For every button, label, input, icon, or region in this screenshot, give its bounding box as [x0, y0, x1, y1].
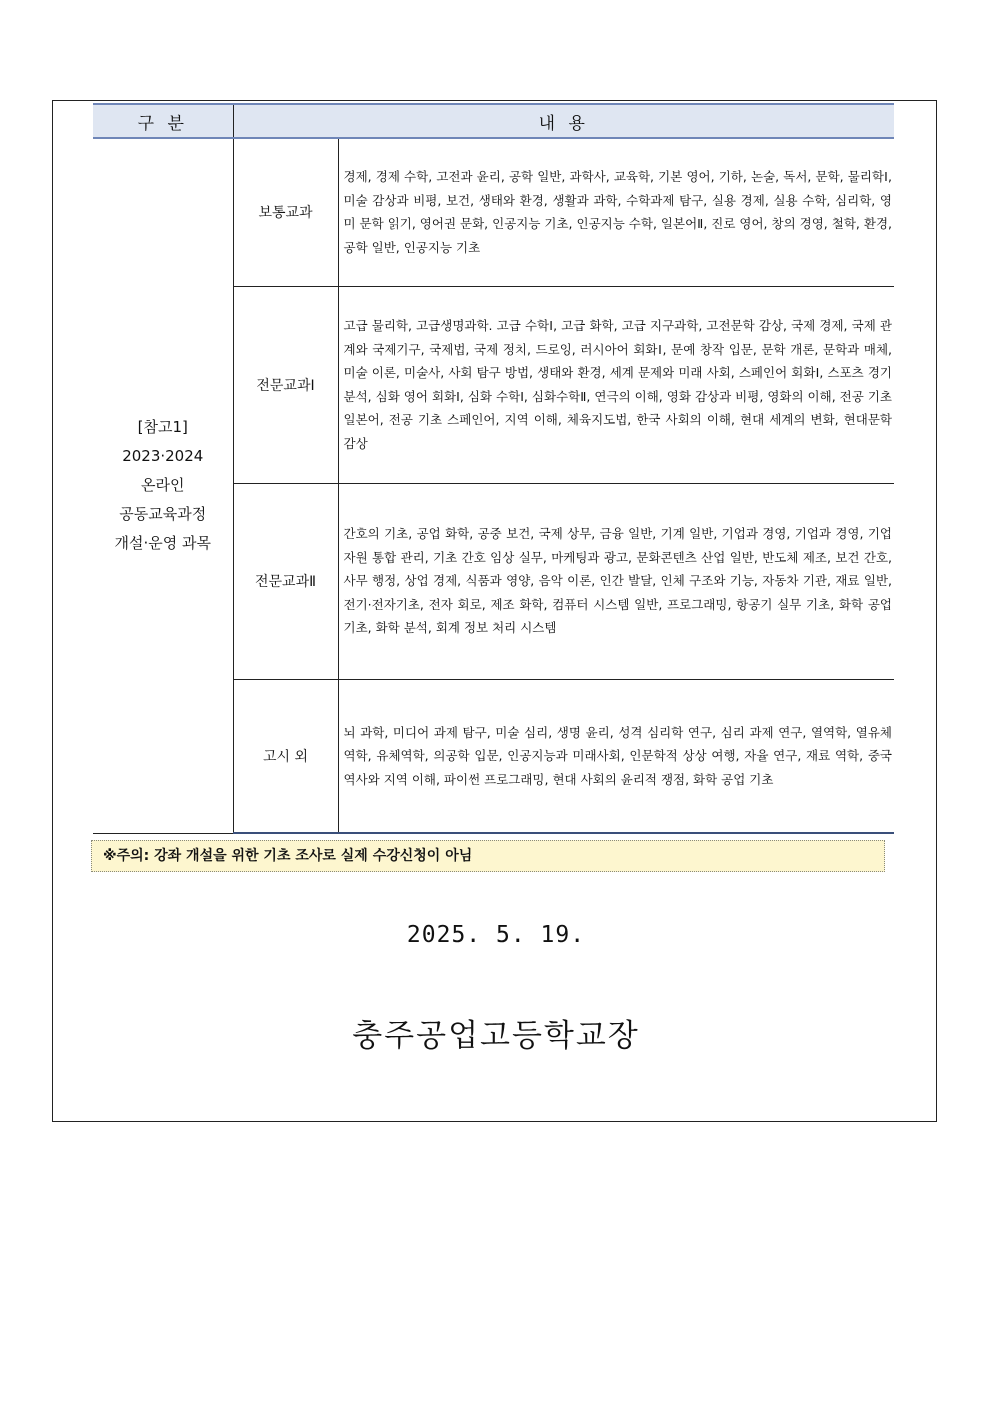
course-list: 뇌 과학, 미디어 과제 탐구, 미술 심리, 생명 윤리, 성격 심리학 연구, 심리 과제 연구, 열역학, 열유체역학, 유체역학, 의공학 입문, 인공지능과 미래사회, 인문학적 상상 여행, 자율 연구, 재료 역학, 중국 역사와 지역 이해, 파이썬 프로그래밍, 현대 사회의 윤리적 쟁점, 화학 공업 기초 [338, 679, 894, 833]
course-list: 고급 물리학, 고급생명과학. 고급 수학Ⅰ, 고급 화학, 고급 지구과학, 고전문학 감상, 국제 경제, 국제 관계와 국제기구, 국제법, 국제 정치, 드로잉, 러시아어 회화Ⅰ, 문예 창작 입문, 문학 개론, 문학과 매체, 미술 이론, 미술사, 사회 탐구 방법, 생태와 환경, 세계 문제와 미래 사회, 스페인어 회화Ⅰ, 스포츠 경기 분석, 심화 영어 회화Ⅰ, 심화 수학Ⅰ, 심화수학Ⅱ, 연극의 이해, 영화 감상과 비평, 영화의 이해, 전공 기초 일본어, 전공 기초 스페인어, 지역 이해, 체육지도법, 한국 사회의 이해, 현대 세계의 변화, 현대문학 감상 [338, 286, 894, 483]
group-label-line: 2023·2024 [122, 447, 204, 466]
course-list: 경제, 경제 수학, 고전과 윤리, 공학 일반, 과학사, 교육학, 기본 영어, 기하, 논술, 독서, 문학, 물리학Ⅰ, 미술 감상과 비평, 보건, 생태와 환경, 생활과 과학, 수학과제 탐구, 실용 경제, 실용 수학, 심리학, 영미 문학 읽기, 영어권 문화, 인공지능 기초, 인공지능 수학, 일본어Ⅱ, 진로 영어, 창의 경영, 철학, 환경, 공학 일반, 인공지능 기초 [338, 138, 894, 286]
table-row [93, 138, 894, 286]
subject-type: 보통교과 [233, 138, 338, 286]
subject-type: 전문교과Ⅰ [233, 286, 338, 483]
header-content: 내 용 [233, 104, 894, 138]
document-date: 2025. 5. 19. [406, 922, 586, 948]
subject-type: 고시 외 [233, 679, 338, 833]
notice-box: ※주의: 강좌 개설을 위한 기초 조사로 실제 수강신청이 아님 [91, 840, 885, 872]
table-header-row [93, 104, 894, 138]
course-table [93, 103, 894, 834]
course-list: 간호의 기초, 공업 화학, 공중 보건, 국제 상무, 금융 일반, 기계 일반, 기업과 경영, 기업과 경영, 기업 자원 통합 관리, 기초 간호 임상 실무, 마케팅과 광고, 문화콘텐츠 산업 일반, 반도체 제조, 보건 간호, 사무 행정, 상업 경제, 식품과 영양, 음악 이론, 인간 발달, 인체 구조와 기능, 자동차 기관, 재료 일반, 전기·전자기초, 전자 회로, 제조 화학, 컴퓨터 시스템 일반, 프로그래밍, 항공기 실무 기초, 화학 공업 기초, 화학 분석, 회계 정보 처리 시스템 [338, 483, 894, 679]
group-label-line: [참고1] [137, 418, 188, 437]
group-label-line: 온라인 [141, 476, 185, 495]
header-category: 구 분 [93, 104, 233, 138]
group-label-line: 개설·운영 과목 [114, 534, 211, 553]
group-label [93, 138, 233, 833]
subject-type: 전문교과Ⅱ [233, 483, 338, 679]
signer-name: 충주공업고등학교장 [352, 1018, 640, 1054]
group-label-line: 공동교육과정 [119, 505, 207, 524]
